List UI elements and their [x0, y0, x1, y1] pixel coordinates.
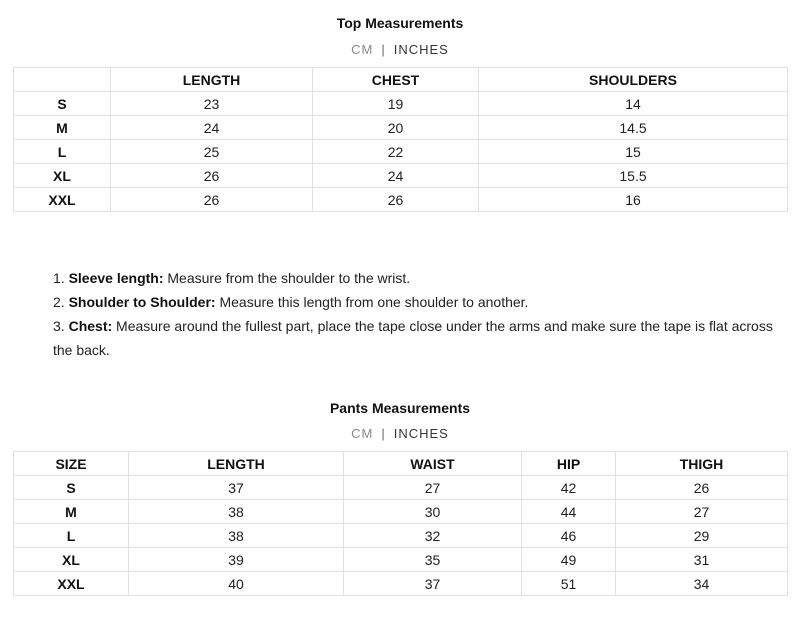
instruction-item — [53, 290, 788, 314]
table-cell: 23 — [111, 92, 313, 116]
table-cell: 39 — [129, 548, 344, 572]
table-cell: 42 — [522, 476, 616, 500]
instruction-text: Measure around the fullest part, place the tape close under the arms and make sure the tape is flat across the back. — [53, 318, 773, 358]
table-cell: 15 — [479, 140, 788, 164]
table-row — [14, 572, 788, 596]
size-cell: XXL — [14, 572, 129, 596]
table-row — [14, 164, 788, 188]
column-header-size: SIZE — [14, 452, 129, 476]
table-cell: 26 — [616, 476, 788, 500]
column-header-chest: CHEST — [313, 68, 479, 92]
table-header-row — [14, 68, 788, 92]
instruction-number: 1. — [53, 270, 65, 286]
table-cell: 29 — [616, 524, 788, 548]
table-cell: 16 — [479, 188, 788, 212]
table-cell: 19 — [313, 92, 479, 116]
table-row — [14, 476, 788, 500]
table-cell: 24 — [313, 164, 479, 188]
pants-unit-toggle — [0, 426, 800, 441]
column-header-waist: WAIST — [344, 452, 522, 476]
pants-measurements-title: Pants Measurements — [329, 400, 471, 416]
column-header-thigh: THIGH — [616, 452, 788, 476]
instruction-item — [53, 314, 788, 362]
top-unit-inches[interactable]: INCHES — [393, 42, 449, 57]
table-row — [14, 524, 788, 548]
pants-unit-inches[interactable]: INCHES — [393, 426, 449, 441]
table-row — [14, 188, 788, 212]
size-cell: S — [14, 92, 111, 116]
table-cell: 26 — [111, 188, 313, 212]
table-cell: 38 — [129, 500, 344, 524]
table-cell: 32 — [344, 524, 522, 548]
top-measurements-title: Top Measurements — [336, 15, 464, 31]
instruction-number: 2. — [53, 294, 65, 310]
pants-unit-separator: | — [381, 426, 386, 441]
instruction-number: 3. — [53, 318, 65, 334]
table-cell: 22 — [313, 140, 479, 164]
table-cell: 51 — [522, 572, 616, 596]
size-cell: S — [14, 476, 129, 500]
size-cell: XXL — [14, 188, 111, 212]
table-cell: 38 — [129, 524, 344, 548]
instruction-term: Shoulder to Shoulder: — [68, 294, 216, 310]
pants-unit-cm[interactable]: CM — [351, 426, 374, 441]
top-measurements-table — [13, 67, 788, 212]
table-cell: 27 — [344, 476, 522, 500]
table-header-row — [14, 452, 788, 476]
size-cell: XL — [14, 164, 111, 188]
table-cell: 26 — [313, 188, 479, 212]
table-row — [14, 116, 788, 140]
table-cell: 30 — [344, 500, 522, 524]
column-header — [14, 68, 111, 92]
size-cell: L — [14, 524, 129, 548]
instruction-text: Measure this length from one shoulder to another. — [219, 294, 529, 310]
table-cell: 31 — [616, 548, 788, 572]
table-row — [14, 92, 788, 116]
table-cell: 15.5 — [479, 164, 788, 188]
column-header-length: LENGTH — [129, 452, 344, 476]
table-cell: 37 — [129, 476, 344, 500]
table-cell: 20 — [313, 116, 479, 140]
table-cell: 27 — [616, 500, 788, 524]
pants-measurements-table — [13, 451, 788, 596]
top-unit-cm[interactable]: CM — [351, 42, 374, 57]
size-cell: L — [14, 140, 111, 164]
top-unit-toggle — [0, 42, 800, 57]
table-cell: 14 — [479, 92, 788, 116]
table-cell: 37 — [344, 572, 522, 596]
size-cell: XL — [14, 548, 129, 572]
instruction-term: Chest: — [68, 318, 113, 334]
instruction-item — [53, 266, 788, 290]
top-unit-separator: | — [381, 42, 386, 57]
table-cell: 24 — [111, 116, 313, 140]
table-row — [14, 548, 788, 572]
table-cell: 49 — [522, 548, 616, 572]
column-header-shoulders: SHOULDERS — [479, 68, 788, 92]
table-cell: 44 — [522, 500, 616, 524]
size-cell: M — [14, 500, 129, 524]
instruction-term: Sleeve length: — [68, 270, 164, 286]
instruction-text: Measure from the shoulder to the wrist. — [167, 270, 411, 286]
table-cell: 26 — [111, 164, 313, 188]
table-row — [14, 500, 788, 524]
table-cell: 25 — [111, 140, 313, 164]
column-header-hip: HIP — [522, 452, 616, 476]
table-cell: 46 — [522, 524, 616, 548]
table-cell: 35 — [344, 548, 522, 572]
table-cell: 14.5 — [479, 116, 788, 140]
table-cell: 40 — [129, 572, 344, 596]
table-row — [14, 140, 788, 164]
size-cell: M — [14, 116, 111, 140]
column-header-length: LENGTH — [111, 68, 313, 92]
table-cell: 34 — [616, 572, 788, 596]
measurement-instructions — [53, 266, 788, 362]
